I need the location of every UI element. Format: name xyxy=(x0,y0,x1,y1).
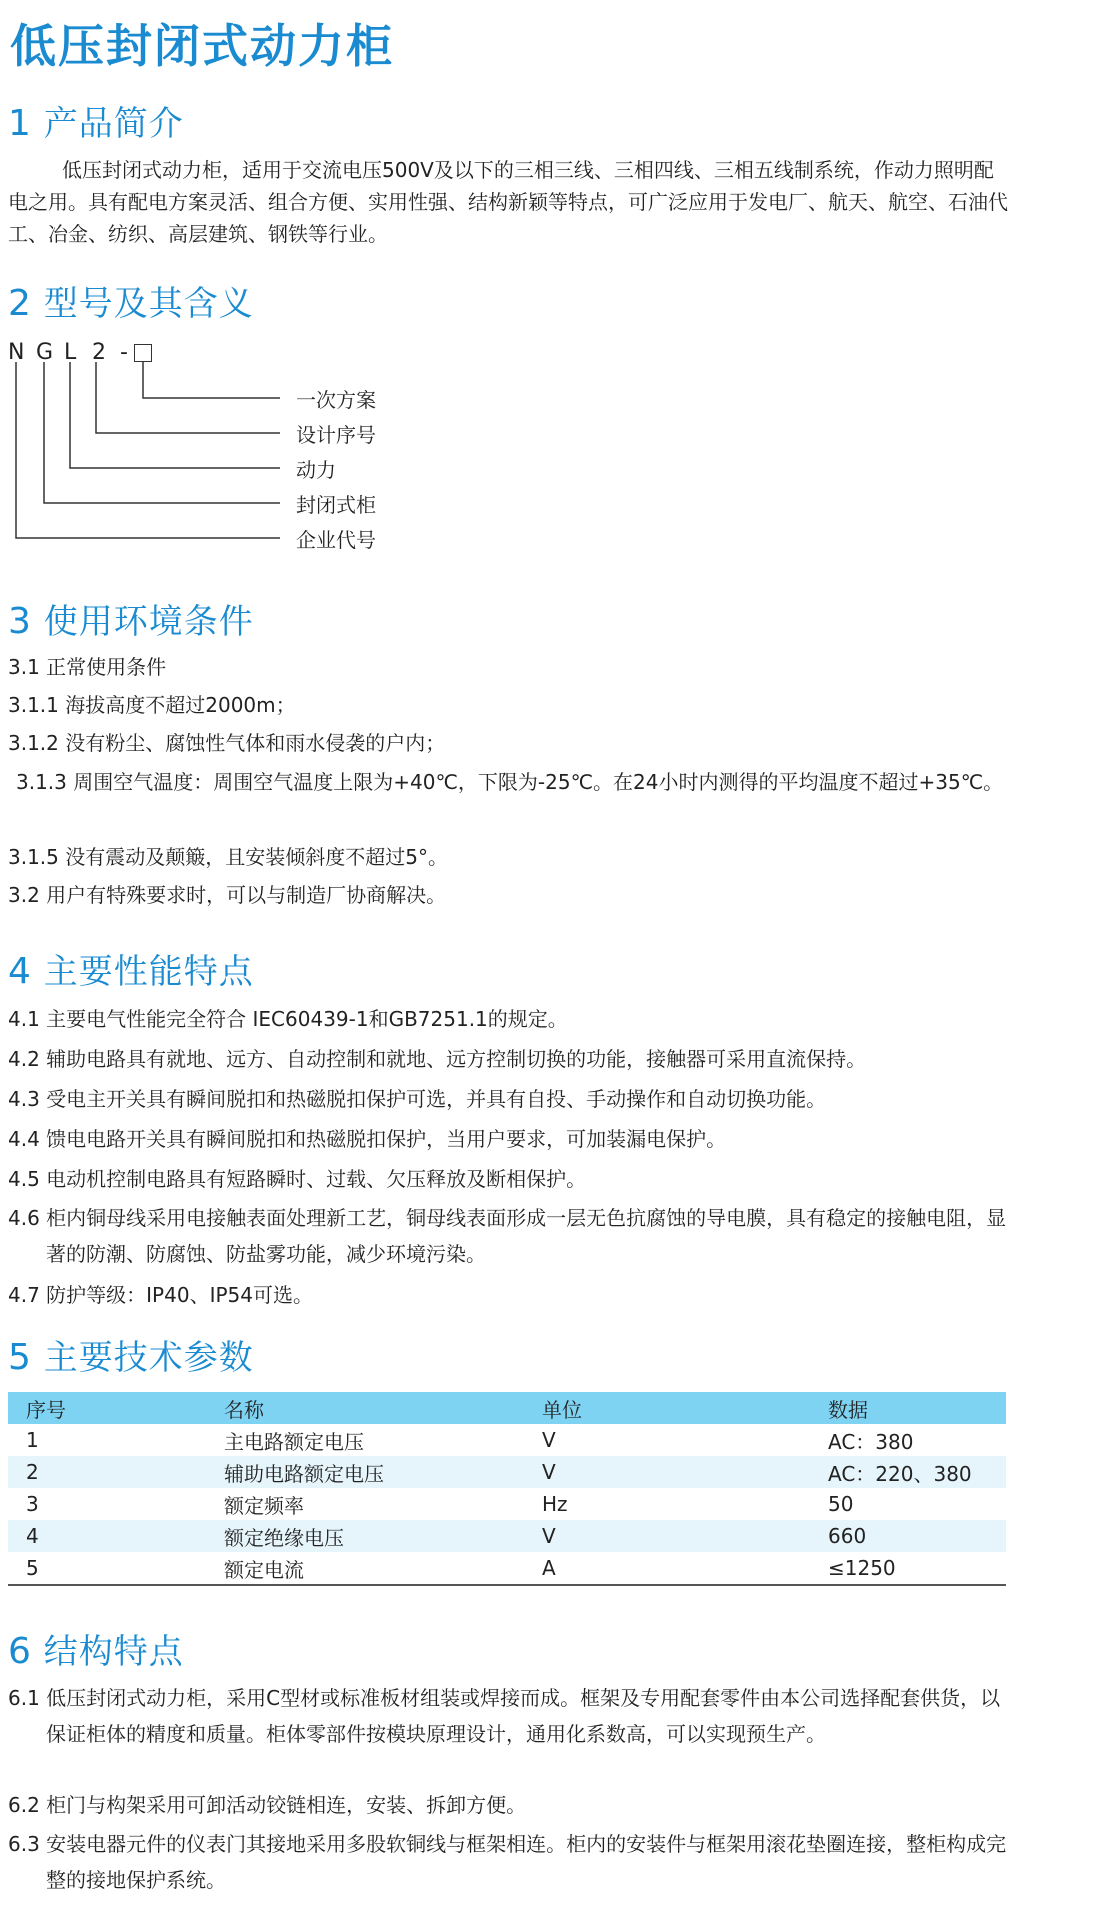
section-3-heading xyxy=(8,594,254,643)
section-4-heading xyxy=(8,944,254,993)
table-cell: A xyxy=(524,1552,810,1585)
section-6-heading xyxy=(8,1624,184,1673)
table-cell: V xyxy=(524,1456,810,1488)
table-row xyxy=(8,1520,1006,1552)
model-label-3: 动力 xyxy=(296,458,336,482)
table-cell: 5 xyxy=(8,1552,206,1585)
table-cell: AC：380 xyxy=(828,1429,914,1454)
model-diagram-lines xyxy=(0,360,300,560)
table-cell: 额定频率 xyxy=(224,1493,304,1518)
table-cell: 660 xyxy=(810,1520,1006,1552)
table-header-cell: 序号 xyxy=(8,1392,206,1424)
table-header-row xyxy=(8,1392,1006,1424)
env-item: 3.2 用户有特殊要求时，可以与制造厂协商解决。 xyxy=(8,883,447,907)
table-row xyxy=(8,1552,1006,1585)
feature-item: 4.4 馈电电路开关具有瞬间脱扣和热磁脱扣保护，当用户要求，可加装漏电保护。 xyxy=(8,1127,727,1151)
env-item: 3.1.1 海拔高度不超过2000m； xyxy=(8,693,296,717)
structure-item: 6.3 安装电器元件的仪表门其接地采用多股软铜线与框架相连。柜内的安装件与框架用滚花垫圈连接，整柜构成完整的接地保护系统。 xyxy=(8,1832,1007,1892)
section-6-number: 6 xyxy=(8,1631,32,1672)
section-3-number: 3 xyxy=(8,601,32,642)
env-item: 3.1.2 没有粉尘、腐蚀性气体和雨水侵袭的户内； xyxy=(8,731,446,755)
table-cell: V xyxy=(542,1428,556,1452)
env-item: 3.1.5 没有震动及颠簸，且安装倾斜度不超过5°。 xyxy=(8,845,448,869)
section-2-title: 型号及其含义 xyxy=(43,284,254,324)
section-1-text: 低压封闭式动力柜，适用于交流电压500V及以下的三相三线、三相四线、三相五线制系统，作动力照明配电之用。具有配电方案灵活、组合方便、实用性强、结构新颖等特点，可广泛应用于发电厂、航天、航空、石油代工、冶金、纺织、高层建筑、钢铁等行业。 xyxy=(8,158,1008,246)
table-cell: 额定绝缘电压 xyxy=(206,1520,524,1552)
model-label-4: 封闭式柜 xyxy=(296,493,376,517)
section-1-heading xyxy=(8,96,184,145)
table-cell: Hz xyxy=(542,1492,568,1516)
model-letter-l: L xyxy=(64,340,77,365)
model-label-5: 企业代号 xyxy=(296,528,376,552)
table-row xyxy=(8,1456,1006,1488)
table-cell: 额定电流 xyxy=(206,1552,524,1585)
table-cell: 主电路额定电压 xyxy=(224,1429,364,1454)
env-item: 3.1.3 周围空气温度：周围空气温度上限为+40℃，下限为-25℃。在24小时内测得的平均温度不超过+35℃。 xyxy=(16,770,1004,794)
table-cell: ≤1250 xyxy=(810,1552,1006,1585)
structure-item: 6.1 低压封闭式动力柜，采用C型材或标准板材组装或焊接而成。框架及专用配套零件由本公司选择配套供货，以保证柜体的精度和质量。柜体零部件按模块原理设计，通用化系数高，可以实现预生产。 xyxy=(8,1686,1001,1746)
env-item: 3.1 正常使用条件 xyxy=(8,655,167,679)
model-label-1: 一次方案 xyxy=(296,388,376,412)
section-4-title: 主要性能特点 xyxy=(43,952,254,992)
table-cell: 3 xyxy=(26,1492,39,1516)
model-digit-2: 2 xyxy=(92,340,106,365)
table-cell: 4 xyxy=(8,1520,206,1552)
model-dash: - xyxy=(120,340,128,365)
table-cell: 辅助电路额定电压 xyxy=(206,1456,524,1488)
section-5-number: 5 xyxy=(8,1337,32,1378)
table-cell: 50 xyxy=(828,1492,854,1516)
page-title: 低压封闭式动力柜 xyxy=(10,19,394,73)
model-label-2: 设计序号 xyxy=(296,423,376,447)
table-cell: AC：220、380 xyxy=(810,1456,1006,1488)
model-letter-g: G xyxy=(36,340,54,365)
leader-line-5 xyxy=(16,362,280,538)
section-1-number: 1 xyxy=(8,103,32,144)
feature-item: 4.6 柜内铜母线采用电接触表面处理新工艺，铜母线表面形成一层无色抗腐蚀的导电膜，具有稳定的接触电阻，显著的防潮、防腐蚀、防盐雾功能，减少环境污染。 xyxy=(8,1206,1007,1266)
feature-item: 4.5 电动机控制电路具有短路瞬时、过载、欠压释放及断相保护。 xyxy=(8,1167,587,1191)
section-4-number: 4 xyxy=(8,951,32,992)
feature-item: 4.3 受电主开关具有瞬间脱扣和热磁脱扣保护可选，并具有自投、手动操作和自动切换功能。 xyxy=(8,1087,827,1111)
table-row xyxy=(8,1488,1006,1520)
section-1-title: 产品简介 xyxy=(43,104,184,144)
table-cell: V xyxy=(524,1520,810,1552)
table-header-cell: 单位 xyxy=(524,1392,810,1424)
section-5-title: 主要技术参数 xyxy=(43,1338,254,1378)
section-2-heading xyxy=(8,276,254,325)
feature-item: 4.2 辅助电路具有就地、远方、自动控制和就地、远方控制切换的功能，接触器可采用直流保持。 xyxy=(8,1047,867,1071)
table-header-cell: 数据 xyxy=(810,1392,1006,1424)
feature-item: 4.7 防护等级：IP40、IP54可选。 xyxy=(8,1283,313,1307)
table-cell: 2 xyxy=(8,1456,206,1488)
table-row xyxy=(8,1424,1006,1456)
section-2-number: 2 xyxy=(8,283,32,324)
leader-line-3 xyxy=(70,362,280,468)
spec-table xyxy=(8,1392,1006,1586)
section-5-heading xyxy=(8,1330,254,1379)
table-cell: 1 xyxy=(26,1428,39,1452)
section-6-title: 结构特点 xyxy=(43,1632,184,1672)
feature-item: 4.1 主要电气性能完全符合 IEC60439-1和GB7251.1的规定。 xyxy=(8,1007,568,1031)
leader-line-1 xyxy=(143,362,280,398)
model-letter-n: N xyxy=(8,340,25,365)
table-header-cell: 名称 xyxy=(206,1392,524,1424)
structure-item: 6.2 柜门与构架采用可卸活动铰链相连，安装、拆卸方便。 xyxy=(8,1793,527,1817)
section-3-title: 使用环境条件 xyxy=(43,602,254,642)
